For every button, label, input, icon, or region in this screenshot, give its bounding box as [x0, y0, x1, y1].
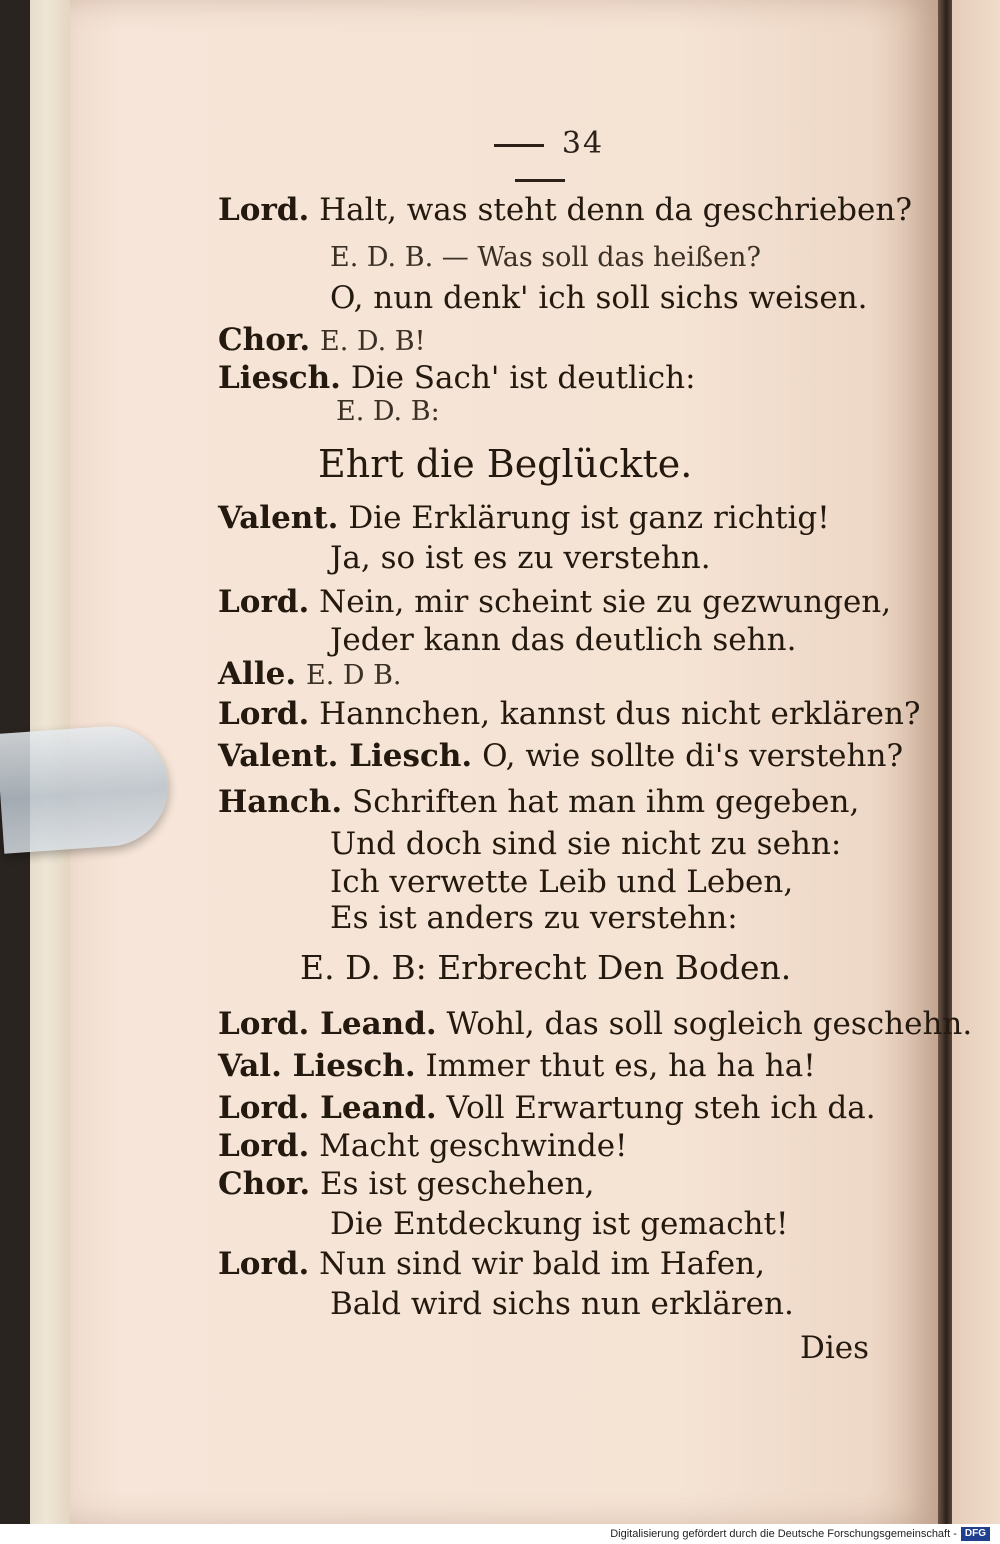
text-line	[330, 864, 793, 900]
line-text: E. D. B:	[336, 396, 440, 427]
line-text: E. D. B!	[320, 326, 426, 357]
line-text: Es ist geschehen,	[320, 1166, 595, 1202]
book-gutter	[938, 0, 952, 1524]
dfg-logo: DFG	[961, 1527, 990, 1541]
speaker-label: Liesch.	[218, 360, 341, 396]
line-text: Nein, mir scheint sie zu gezwungen,	[319, 584, 892, 620]
line-text: Und doch sind sie nicht zu sehn:	[330, 826, 842, 862]
catchword-text: Dies	[800, 1330, 870, 1366]
line-text: Ich verwette Leib und Leben,	[330, 864, 794, 900]
text-line	[218, 1166, 594, 1202]
text-line	[218, 322, 425, 358]
text-line	[330, 280, 868, 316]
text-line	[330, 622, 796, 658]
text-line-centered	[318, 442, 692, 486]
text-line	[218, 360, 696, 396]
speaker-label: Lord.	[218, 584, 310, 620]
speaker-label: Lord. Leand.	[218, 1090, 437, 1126]
line-text: Hannchen, kannst dus nicht erklären?	[319, 696, 921, 732]
text-line	[218, 1246, 765, 1282]
speaker-label: Lord.	[218, 696, 310, 732]
dash-right	[515, 179, 565, 182]
text-line	[218, 1048, 816, 1084]
text-line	[218, 500, 830, 536]
text-line	[330, 900, 738, 936]
text-line	[218, 656, 402, 692]
line-text: Macht geschwinde!	[319, 1128, 628, 1164]
line-text: E. D. B: Erbrecht Den Boden.	[300, 948, 792, 987]
adjacent-page-edge	[952, 0, 1000, 1524]
speaker-label: Lord.	[218, 192, 310, 228]
text-line	[218, 1006, 972, 1042]
line-text: E. D. B. — Was soll das heißen?	[330, 242, 761, 273]
speaker-label: Valent. Liesch.	[218, 738, 473, 774]
line-text: Die Erklärung ist ganz richtig!	[348, 500, 830, 536]
line-text: O, wie sollte di's verstehn?	[482, 738, 904, 774]
text-line	[218, 738, 903, 774]
text-line	[218, 1128, 628, 1164]
speaker-label: Hanch.	[218, 784, 343, 820]
text-line	[218, 1090, 876, 1126]
line-text: E. D B.	[305, 660, 402, 691]
line-text: Nun sind wir bald im Hafen,	[319, 1246, 765, 1282]
footer-text: Digitalisierung gefördert durch die Deutsche Forschungsgemeinschaft -	[610, 1528, 957, 1540]
line-text: Die Entdeckung ist gemacht!	[330, 1206, 789, 1242]
dash-left	[494, 144, 544, 147]
speaker-label: Lord.	[218, 1128, 310, 1164]
line-text: Bald wird sichs nun erklären.	[330, 1286, 794, 1322]
text-line	[330, 1206, 788, 1242]
text-line	[330, 826, 841, 862]
page-number	[440, 126, 640, 196]
text-line	[336, 396, 440, 427]
line-text: Die Sach' ist deutlich:	[350, 360, 696, 396]
footer-attribution	[0, 1524, 1000, 1544]
line-text: Es ist anders zu verstehn:	[330, 900, 738, 936]
text-line	[330, 242, 761, 273]
text-line-centered	[300, 948, 791, 987]
line-text: Ja, so ist es zu verstehn.	[330, 540, 711, 576]
line-text: Wohl, das soll sogleich geschehn.	[446, 1006, 973, 1042]
page-number-value: 34	[561, 126, 605, 161]
speaker-label: Val. Liesch.	[218, 1048, 416, 1084]
text-line	[218, 584, 891, 620]
speaker-label: Chor.	[218, 1166, 311, 1202]
text-line	[218, 192, 912, 228]
text-line	[218, 784, 859, 820]
line-text: Schriften hat man ihm gegeben,	[351, 784, 860, 820]
speaker-label: Chor.	[218, 322, 311, 358]
text-line	[330, 1286, 794, 1322]
line-text: Ehrt die Beglückte.	[318, 442, 693, 486]
line-text: O, nun denk' ich soll sichs weisen.	[330, 280, 868, 316]
line-text: Voll Erwartung steh ich da.	[446, 1090, 876, 1126]
speaker-label: Alle.	[218, 656, 297, 692]
speaker-label: Lord. Leand.	[218, 1006, 437, 1042]
speaker-label: Valent.	[218, 500, 339, 536]
text-line	[218, 696, 921, 732]
catchword	[800, 1330, 869, 1366]
text-line	[330, 540, 711, 576]
line-text: Immer thut es, ha ha ha!	[425, 1048, 816, 1084]
line-text: Halt, was steht denn da geschrieben?	[319, 192, 912, 228]
speaker-label: Lord.	[218, 1246, 310, 1282]
line-text: Jeder kann das deutlich sehn.	[330, 622, 797, 658]
